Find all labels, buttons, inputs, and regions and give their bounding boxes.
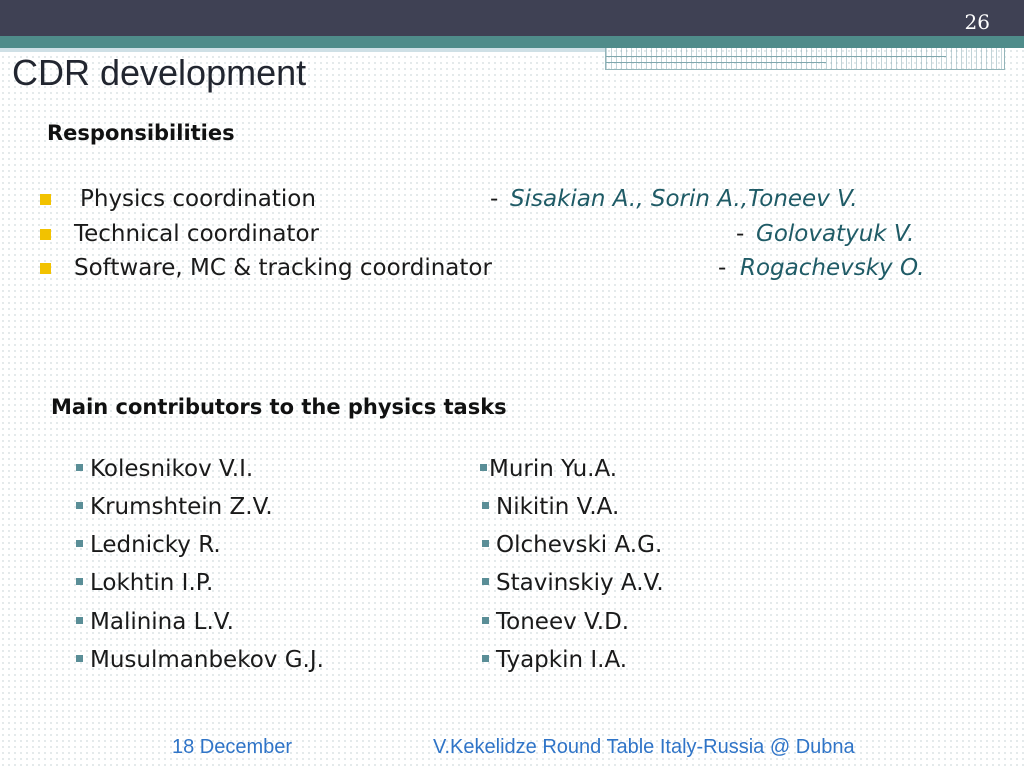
bullet-square-icon [482,655,489,662]
bullet-square-icon [40,229,51,240]
responsibility-dash: - [736,221,745,247]
contributor-name: Musulmanbekov G.J. [90,647,324,673]
top-bar [0,0,1024,36]
contributor-name: Toneev V.D. [496,609,630,635]
responsibility-role: Software, MC & tracking coordinator [74,255,492,281]
bullet-square-icon [76,540,83,547]
responsibility-dash: - [718,255,727,281]
bullet-square-icon [40,194,51,205]
contributor-name: Malinina L.V. [90,609,234,635]
responsibility-name: Rogachevsky O. [740,255,925,281]
bullet-square-icon [76,578,83,585]
contributor-name: Olchevski A.G. [496,532,663,558]
decorative-line [606,62,826,63]
contributor-item [482,647,627,673]
contributor-item [482,532,662,558]
responsibility-row [40,255,1020,287]
bullet-square-icon [76,464,83,471]
contributor-item [76,532,221,558]
bullet-square-icon [76,655,83,662]
decorative-line [606,56,946,57]
contributor-item [480,456,617,482]
contributor-item [76,570,213,596]
responsibility-row [40,186,1020,218]
contributor-name: Nikitin V.A. [496,494,620,520]
responsibility-name: Golovatyuk V. [756,221,915,247]
contributor-name: Tyapkin I.A. [496,647,628,673]
responsibility-name: Sisakian A., Sorin A.,Toneev V. [510,186,858,212]
footer-date: 18 December [172,736,293,758]
bullet-square-icon [40,263,51,274]
bullet-square-icon [482,502,489,509]
teal-band [0,36,1024,48]
bullet-square-icon [482,617,489,624]
responsibility-role: Physics coordination [80,186,316,212]
contributor-name: Lednicky R. [90,532,221,558]
contributors-heading: Main contributors to the physics tasks [51,395,507,419]
decorative-grid-box [605,48,1005,70]
contributor-name: Krumshtein Z.V. [90,494,273,520]
contributor-item [76,456,253,482]
contributor-name: Kolesnikov V.I. [90,456,254,482]
slide-title: CDR development [12,52,307,93]
contributor-item [76,647,324,673]
bullet-square-icon [76,502,83,509]
responsibility-row [40,221,1020,253]
contributor-item [482,494,619,520]
slide-number: 26 [964,10,990,34]
contributor-item [482,609,629,635]
footer-event: V.Kekelidze Round Table Italy-Russia @ Dubna [433,736,855,758]
bullet-square-icon [482,540,489,547]
contributor-item [482,570,664,596]
responsibility-dash: - [490,186,499,212]
contributor-name: Lokhtin I.P. [90,570,214,596]
bullet-square-icon [482,578,489,585]
contributor-item [76,609,234,635]
bullet-square-icon [480,464,487,471]
contributor-item [76,494,273,520]
contributor-name: Stavinskiy A.V. [496,570,664,596]
contributor-name: Murin Yu.A. [489,456,618,482]
responsibilities-heading: Responsibilities [47,121,235,145]
responsibility-role: Technical coordinator [74,221,319,247]
bullet-square-icon [76,617,83,624]
